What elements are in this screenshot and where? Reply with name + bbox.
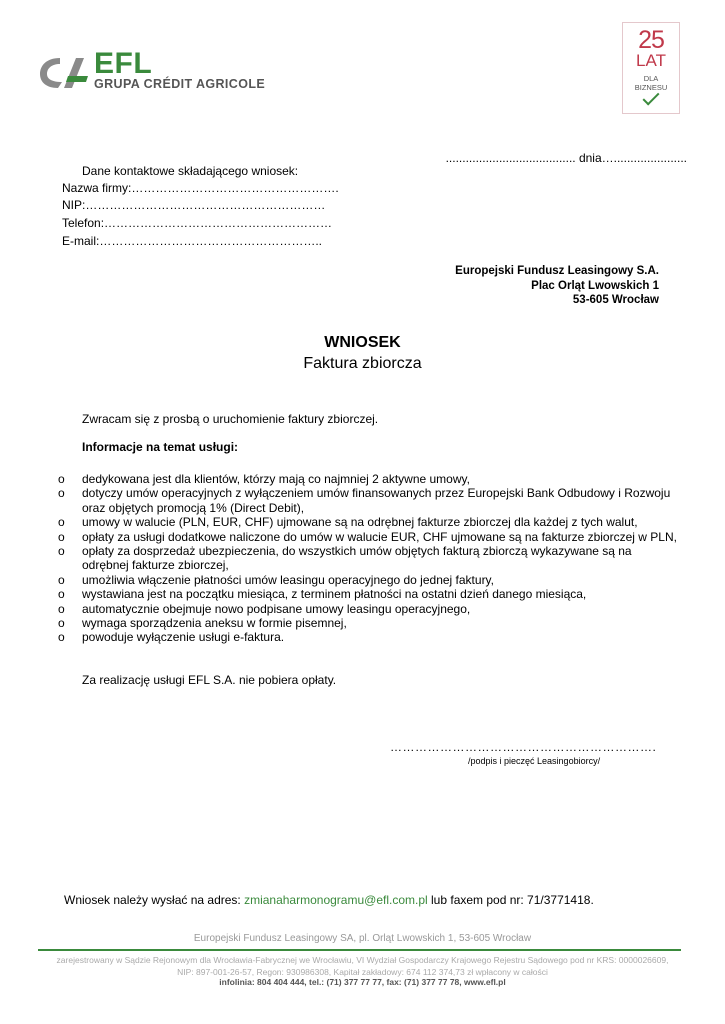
bullet-marker: o <box>58 630 65 645</box>
badge-lat: LAT <box>636 51 666 70</box>
badge-number: 25 <box>638 26 664 54</box>
badge-line2: BIZNESU <box>634 83 668 92</box>
efl-logo <box>38 47 270 94</box>
list-item: o umowy w walucie (PLN, EUR, CHF) ujmowane są na odrębnej fakturze zbiorczej dla każdej z tych walut, <box>58 515 638 530</box>
info-heading: Informacje na temat usługi: <box>82 440 239 454</box>
anniversary-badge <box>622 22 680 114</box>
list-item: o opłaty za usługi dodatkowe naliczone do umów w walucie EUR, CHF ujmowane są na fakturze zbiorczej w PLN, <box>58 529 677 544</box>
list-item: o umożliwia włączenie płatności umów leasingu operacyjnego do jednej faktury, <box>58 572 495 587</box>
bullet-marker: o <box>58 529 65 544</box>
list-item: o opłaty za dosprzedaż ubezpieczenia, do wszystkich umów objętych fakturą zbiorczą wykazywane są na odrębnej fakturze zbiorczej, <box>58 544 632 573</box>
company-field: Nazwa firmy:……………………………………………. <box>62 181 339 195</box>
credit-agricole-mark-icon <box>38 52 90 92</box>
send-note-prefix: Wniosek należy wysłać na adres: <box>64 893 245 907</box>
no-fee-text: Za realizację usługi EFL S.A. nie pobiera opłaty. <box>82 673 337 687</box>
recipient-name: Europejski Fundusz Leasingowy S.A. <box>455 265 659 277</box>
signature-caption: /podpis i pieczęć Leasingobiorcy/ <box>468 756 601 766</box>
footer-contact: infolinia: 804 404 444, tel.: (71) 377 77 77, fax: (71) 377 77 78, www.efl.pl <box>219 977 506 987</box>
bullet-marker: o <box>58 486 65 501</box>
signature-line: ………………………………………………………. <box>390 740 657 754</box>
list-item: o automatycznie obejmuje nowo podpisane umowy leasingu operacyjnego, <box>58 601 471 616</box>
list-item: o dedykowana jest dla klientów, którzy mają co najmniej 2 aktywne umowy, <box>58 472 470 486</box>
footer-registry-line1: zarejestrowany w Sądzie Rejonowym dla Wrocławia-Fabrycznej we Wrocławiu, VI Wydział Gospodarczy Krajowego Rejestru Sądowego pod nr KRS: 0000026609, <box>56 955 669 965</box>
footer-registry <box>0 954 725 978</box>
recipient-address <box>455 264 659 308</box>
service-info-list <box>58 472 698 645</box>
bullet-marker: o <box>58 544 65 559</box>
email-link[interactable]: zmianaharmonogramu@efl.com.pl <box>244 893 428 907</box>
bullet-marker: o <box>58 515 65 530</box>
bullet-marker: o <box>58 616 65 631</box>
logo-brand: EFL <box>94 47 153 80</box>
logo-group: GRUPA CRÉDIT AGRICOLE <box>94 77 266 91</box>
send-note-suffix: lub faxem pod nr: 71/3771418. <box>427 893 594 907</box>
date-line: ....................................... dnia…...................... <box>445 151 687 165</box>
list-item: o wymaga sporządzenia aneksu w formie pisemnej, <box>58 616 347 631</box>
bullet-marker: o <box>58 601 65 616</box>
contact-heading: Dane kontaktowe składającego wniosek: <box>82 164 299 178</box>
list-item: o wystawiana jest na początku miesiąca, z terminem płatności na ostatni dzień danego miesiąca, <box>58 587 587 602</box>
document-title <box>0 333 725 374</box>
footer-company: Europejski Fundusz Leasingowy SA, pl. Orląt Lwowskich 1, 53-605 Wrocław <box>193 933 532 944</box>
title-main: WNIOSEK <box>324 334 401 351</box>
request-text: Zwracam się z prosbą o uruchomienie faktury zbiorczej. <box>82 412 379 426</box>
recipient-city: 53-605 Wrocław <box>572 294 659 306</box>
recipient-street: Plac Orląt Lwowskich 1 <box>531 279 659 292</box>
badge-line1: DLA <box>643 74 659 83</box>
footer-divider <box>38 949 681 951</box>
send-note <box>64 893 594 907</box>
bullet-marker: o <box>58 572 65 587</box>
nip-field: NIP:…………………………………………………… <box>62 198 326 212</box>
footer-registry-line2: NIP: 897-001-26-57, Regon: 930986308, Kapitał zakładowy: 674 112 374,73 zł wpłacony w całości <box>177 967 548 977</box>
list-item: o powoduje wyłączenie usługi e-faktura. <box>58 630 285 645</box>
email-field: E-mail:……………………………………………….. <box>62 234 323 248</box>
bullet-marker: o <box>58 587 65 602</box>
phone-field: Telefon:………………………………………………… <box>62 216 333 230</box>
title-sub: Faktura zbiorcza <box>303 355 422 372</box>
list-item: o dotyczy umów operacyjnych z wyłączeniem umów finansowanych przez Europejski Bank Odbudowy i Rozwoju oraz objętych promocją 1% (Direct Debit), <box>58 486 671 515</box>
bullet-marker: o <box>58 472 65 486</box>
